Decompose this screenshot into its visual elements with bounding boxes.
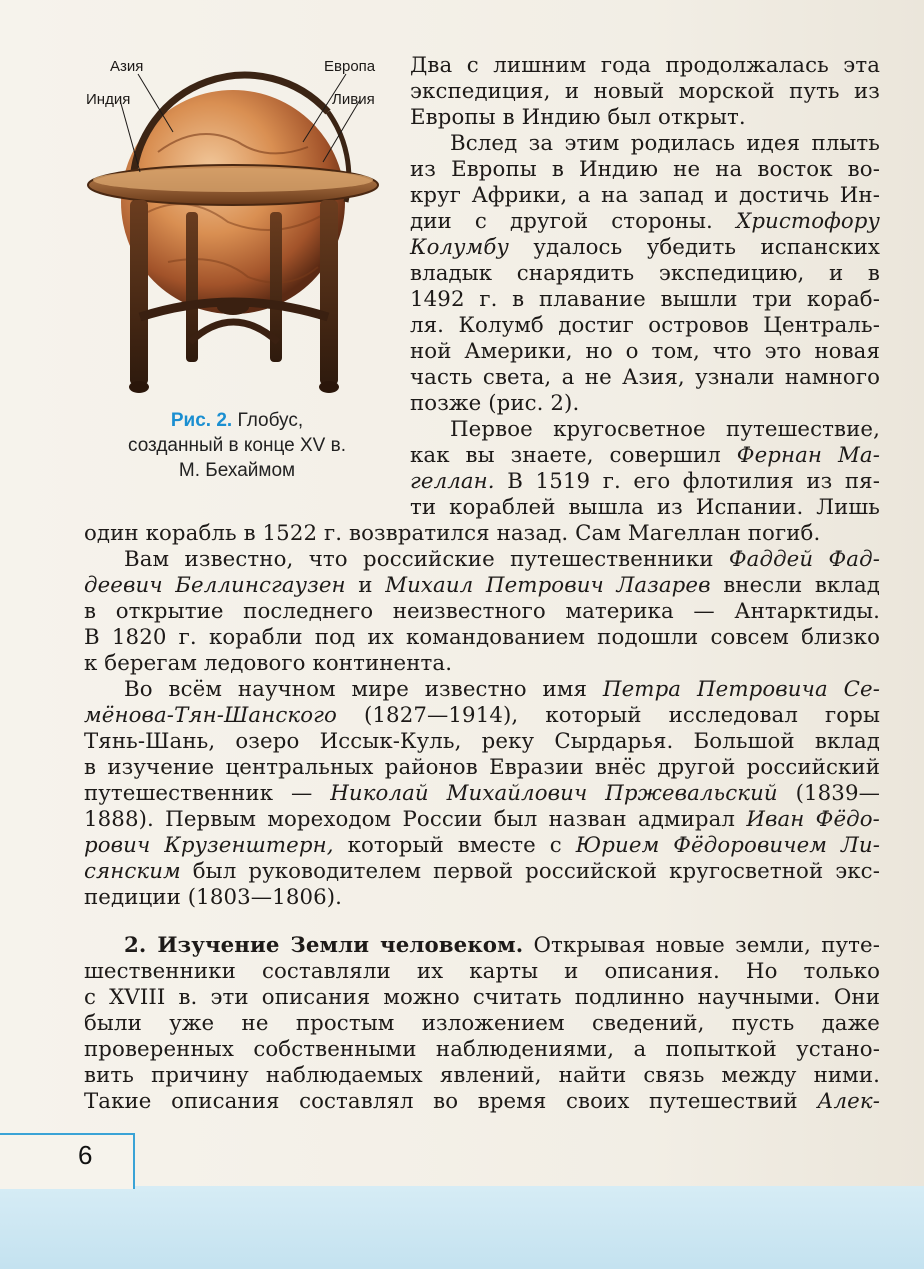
text-line: круг Африки, а на запад и достичь Ин- [410,183,880,208]
text-span: как вы знаете, совершил [410,443,721,468]
text-line: Вслед за этим родилась идея плыть [450,131,880,156]
text-line: В 1820 г. корабли под их командованием подошли совсем близко [84,625,880,650]
text-line [84,933,880,959]
person-name: деевич Беллинсгаузен [84,573,346,598]
text-span: дии с другой стороны. [410,209,713,234]
text-line [410,469,880,495]
page-number-box [0,1133,135,1189]
text-span: и [358,573,373,598]
text-line: из Европы в Индию не на восток во- [410,157,880,182]
caption-line-3: М. Бехаймом [178,460,296,481]
text-line: один корабль в 1522 г. возвратился назад. Сам Магеллан погиб. [84,521,821,546]
text-line: владык снарядить экспедицию, и в [410,261,880,286]
text-line [410,209,880,235]
text-span: был руководителем первой российской кругосветной экс- [192,859,880,884]
label-india: Индия [86,91,131,108]
text-line: ля. Колумб достиг островов Централь- [410,313,880,338]
person-name: рович Крузенштерн, [84,833,334,858]
text-line [410,235,880,261]
figure-caption [78,408,396,483]
person-name: Иван Фёдо- [746,807,880,832]
label-europe: Европа [324,58,376,75]
text-line [84,703,880,729]
text-line [84,1089,880,1115]
text-line: к берегам ледового континента. [84,651,453,676]
person-name: Колумбу [410,235,509,260]
text-span: удалось убедить испанских [533,235,880,260]
text-line [84,547,880,573]
text-line [84,677,880,703]
text-line: в изучение центральных районов Евразии внёс другой российский [84,755,880,780]
right-column-text [410,53,880,521]
text-span: путешественник — [84,781,313,806]
text-line: вить причину наблюдаемых явлений, найти связь между ними. [84,1063,880,1088]
person-name: мёнова-Тян-Шанского [84,703,337,728]
person-name: Фаддей Фад- [728,547,880,572]
full-width-text [84,521,880,911]
person-name: Юрием Фёдоровичем Ли- [575,833,881,858]
text-line: ной Америки, но о том, что это новая [410,339,880,364]
text-span: (1839— [795,781,880,806]
label-asia: Азия [110,58,144,75]
caption-line-2: созданный в конце XV в. [127,435,347,456]
text-span: 1888). Первым мореходом России был назван адмирал [84,807,736,832]
text-line: педиции (1803—1806). [84,885,343,910]
globe-figure [78,52,396,482]
caption-line-1: Глобус, [237,410,304,431]
text-line: в открытие последнего неизвестного материка — Антарктиды. [84,599,880,624]
text-span: Во всём научном мире известно имя [124,677,588,702]
text-line [84,807,880,833]
section-2-text [84,933,880,1115]
person-name: Алек- [817,1089,880,1114]
text-span: Открывая новые земли, путе- [533,933,880,958]
text-line: были уже не простым изложением сведений, пусть даже [84,1011,880,1036]
text-line [84,781,880,807]
text-span: Такие описания составлял во время своих путешествий [84,1089,798,1114]
caption-figure-number: Рис. 2. [170,410,233,431]
text-line [84,859,880,885]
person-name: геллан. [410,469,495,494]
text-span: (1827—1914), который исследовал горы [364,703,880,728]
person-name: Николай Михайлович Пржевальский [330,781,778,806]
footer-band [0,1186,924,1269]
text-span: В 1519 г. его флотилия из пя- [507,469,881,494]
text-line: шественники составляли их карты и описания. Но только [84,959,880,984]
text-line: Европы в Индию был открыт. [410,105,746,130]
page-number: 6 [78,1140,93,1170]
person-name: Михаил Петрович Лазарев [385,573,711,598]
text-line: 1492 г. в плавание вышли три кораб- [410,287,880,312]
person-name: Христофору [736,209,880,234]
text-line: проверенных собственными наблюдениями, а попыткой устано- [84,1037,880,1062]
person-name: Петра Петровича Се- [602,677,880,702]
label-libya: Ливия [332,91,375,108]
text-line: Два с лишним года продолжалась эта [410,53,880,78]
text-line [410,443,880,469]
person-name: Фернан Ма- [736,443,881,468]
person-name: сянским [84,859,181,884]
text-line: Тянь-Шань, озеро Иссык-Куль, реку Сырдарья. Большой вклад [84,729,880,754]
text-line [84,573,880,599]
text-line: ти кораблей вышла из Испании. Лишь [410,495,880,520]
text-span: Вам известно, что российские путешественники [124,547,714,572]
text-line [84,833,880,859]
text-line: с XVIII в. эти описания можно считать подлинно научными. Они [84,985,880,1010]
text-line: экспедиция, и новый морской путь из [410,79,880,104]
text-span: внесли вклад [723,573,880,598]
text-line: часть света, а не Азия, узнали намного [410,365,880,390]
text-line: Первое кругосветное путешествие, [450,417,880,442]
section-heading: 2. Изучение Земли человеком. [124,933,524,958]
text-span: который вместе с [347,833,562,858]
text-line: позже (рис. 2). [410,391,580,416]
